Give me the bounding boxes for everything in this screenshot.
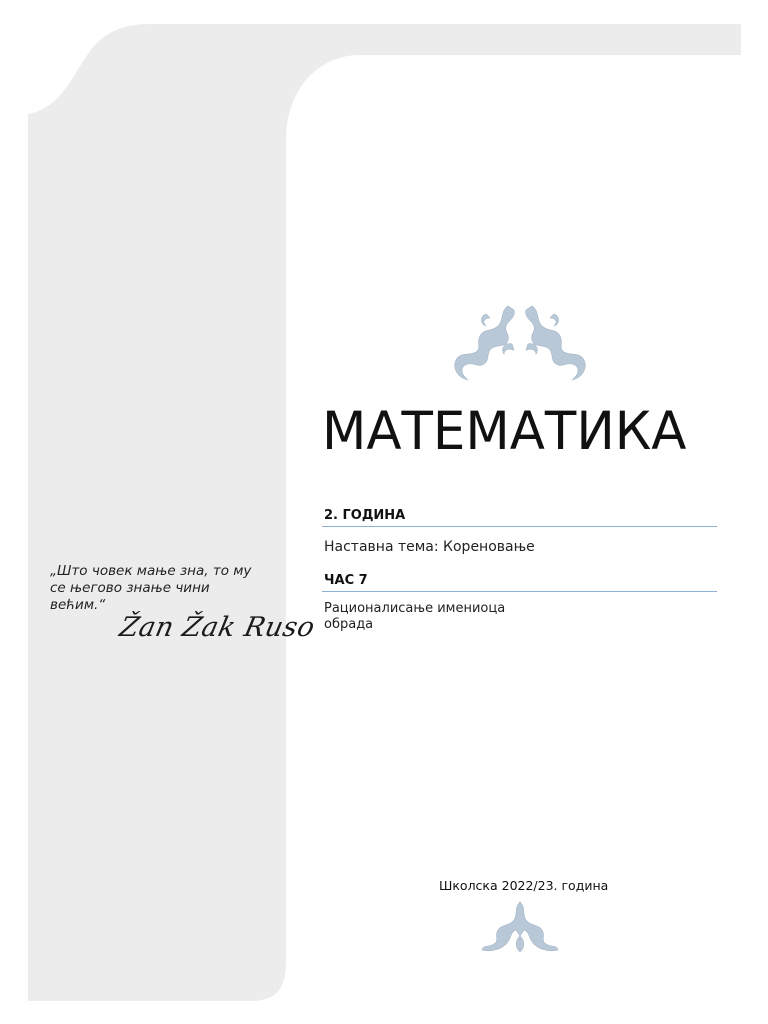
lesson-section xyxy=(322,573,717,592)
lesson-details xyxy=(322,601,505,633)
floral-ornament-icon xyxy=(480,900,560,952)
divider-rule xyxy=(322,526,717,527)
quote-text: „Што човек мање зна, то му се његово знање чини већим.“ xyxy=(50,563,252,613)
floral-ornament-icon xyxy=(446,302,594,384)
author-signature: Žan Žak Ruso xyxy=(116,612,318,643)
lesson-heading: ЧАС 7 xyxy=(324,573,368,588)
lesson-type: обрада xyxy=(324,617,374,632)
document-title: МАТЕМАТИКА xyxy=(322,401,687,462)
divider-rule xyxy=(322,591,717,592)
year-section xyxy=(322,508,717,527)
year-heading: 2. ГОДИНА xyxy=(324,508,406,523)
school-year: Школска 2022/23. година xyxy=(439,878,609,893)
lesson-title: Рационалисање имениоца xyxy=(324,601,506,616)
topic-text: Наставна тема: Кореновање xyxy=(324,539,535,555)
